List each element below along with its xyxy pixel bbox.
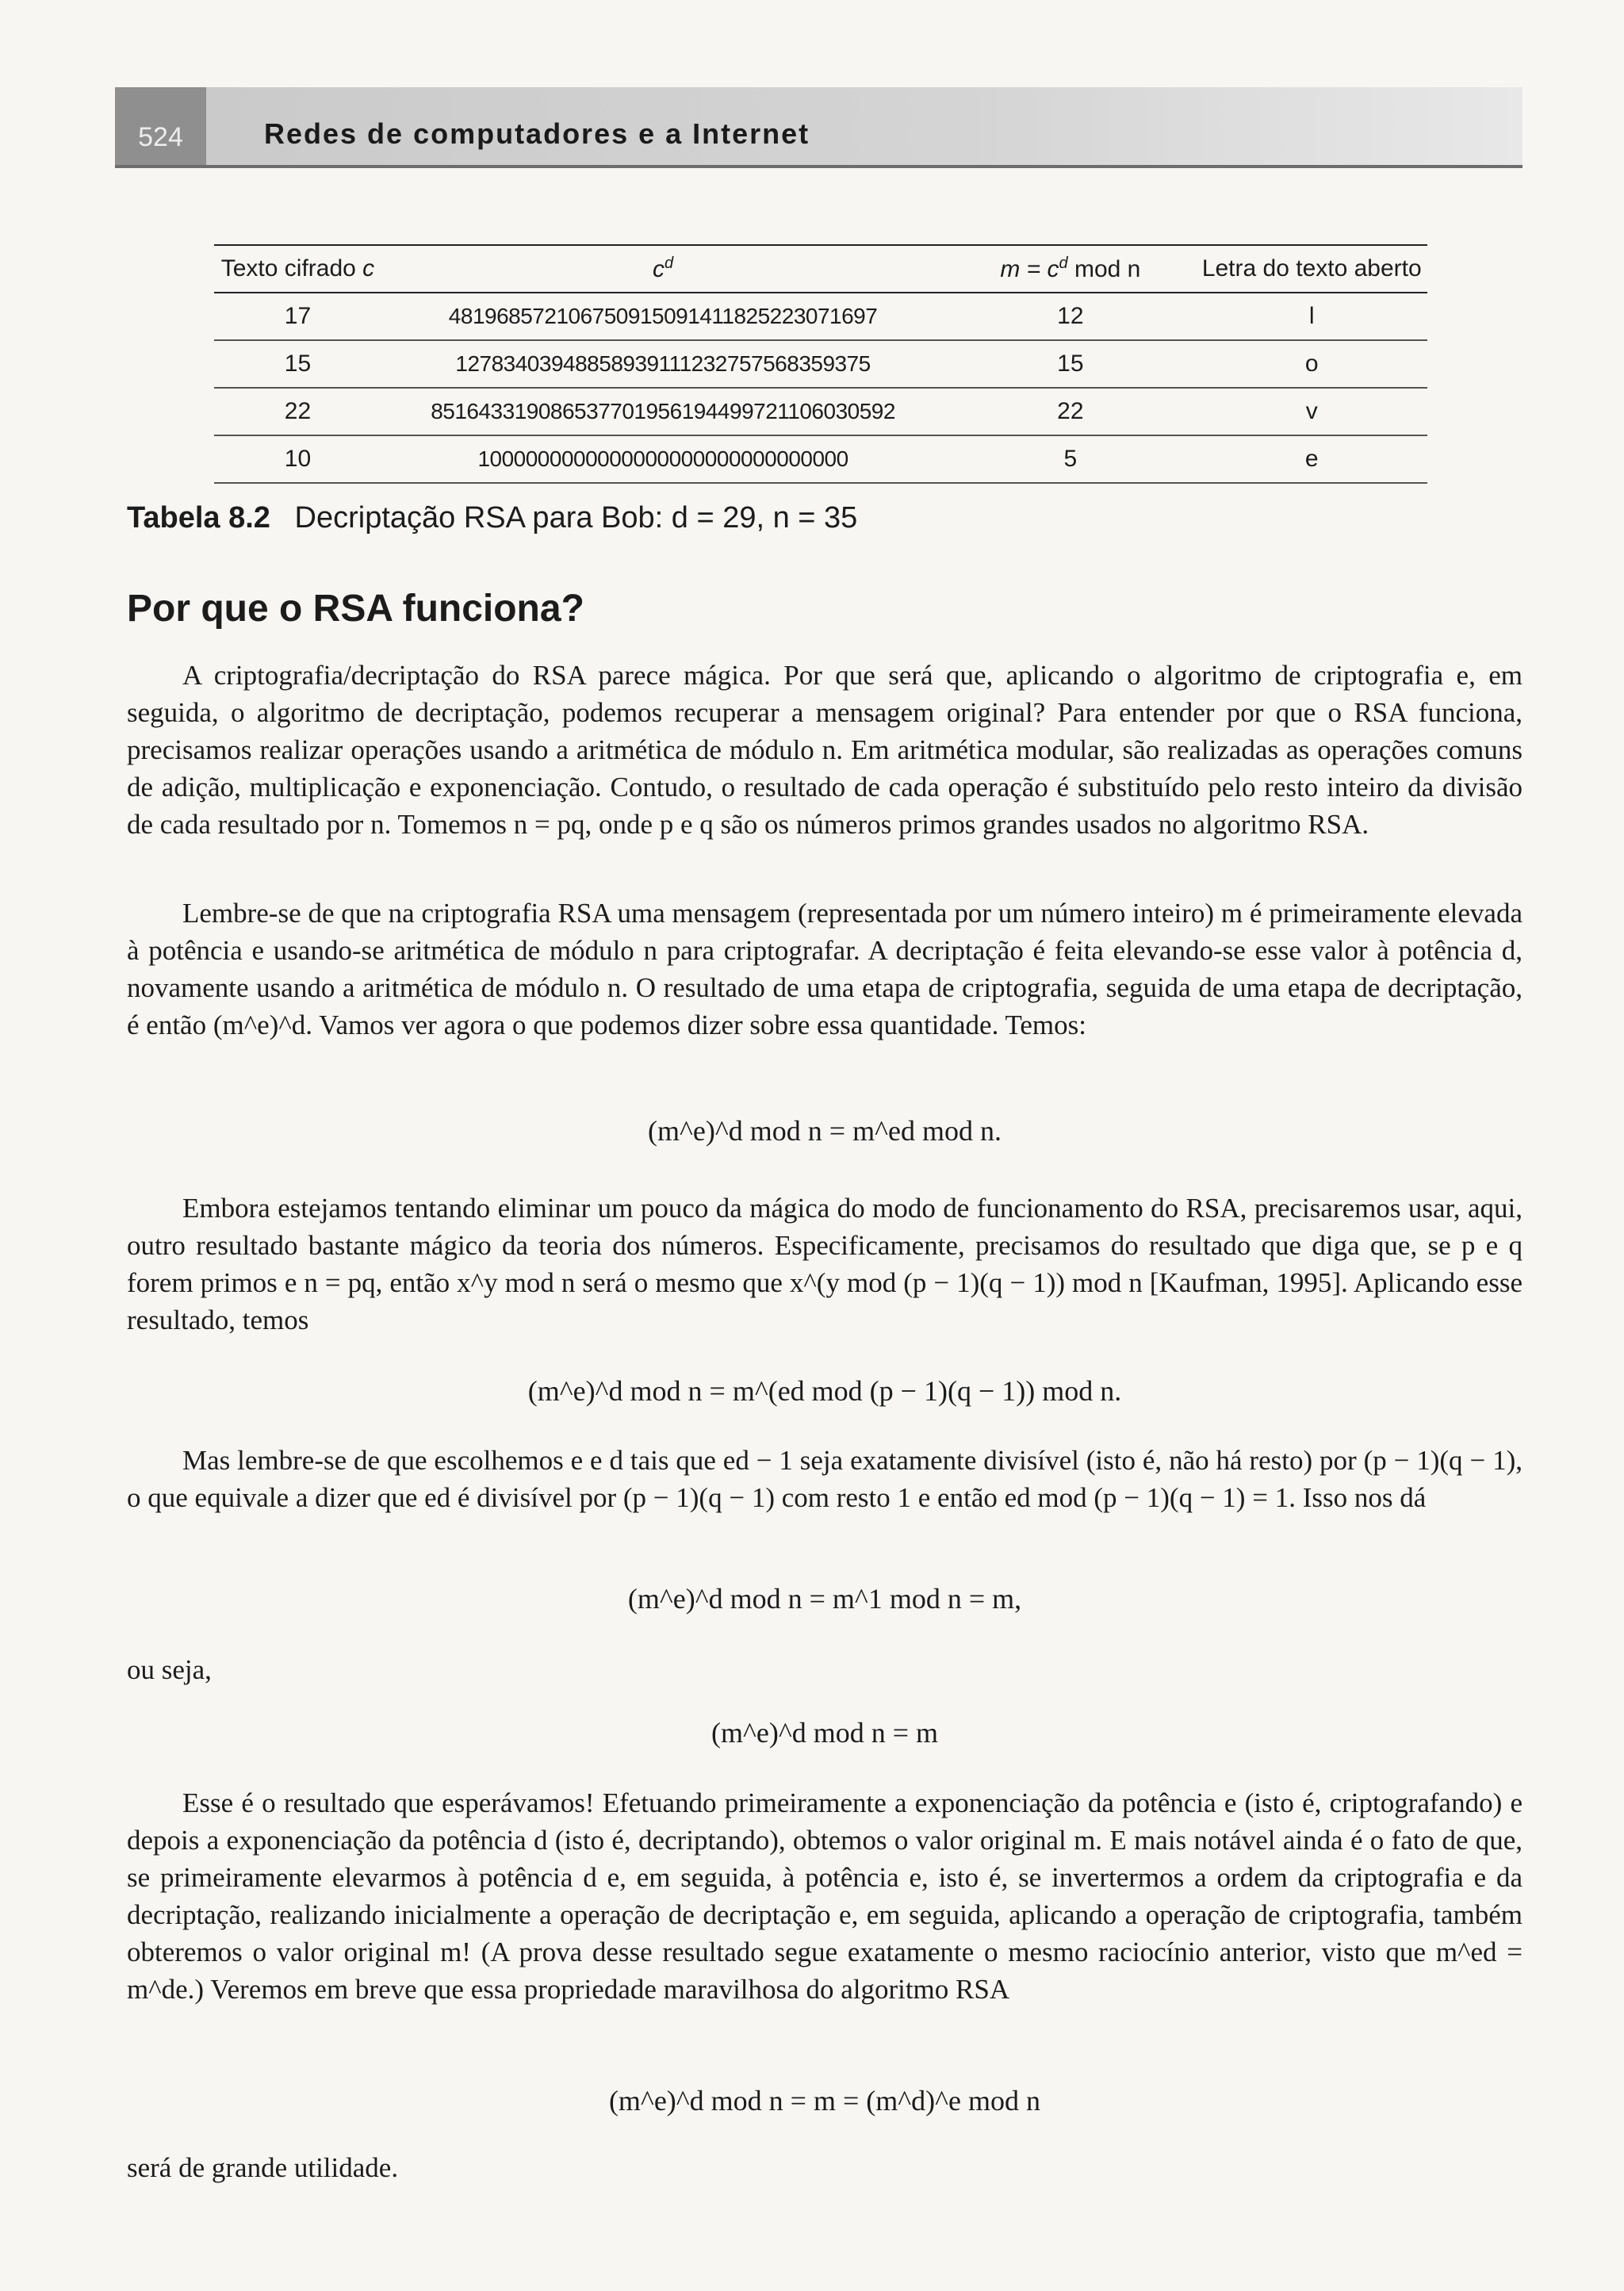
table-row [214,340,1427,388]
table-header-row [214,245,1427,293]
cell-letter: e [1196,435,1427,483]
equation-5: (m^e)^d mod n = m = (m^d)^e mod n [608,2085,1041,2117]
table-row [214,388,1427,435]
paragraph-4: Mas lembre-se de que escolhemos e e d tais que ed − 1 seja exatamente divisível (isto é, não há resto) por (p − 1)(q − 1), o que equivale a dizer que ed é divisível por (p − 1)(q − 1) com resto 1 e então ed mod (p − 1)(q − 1) = 1. Isso nos dá [127,1445,1522,1513]
col-header-m: $m = c^d$ mod n [944,245,1196,293]
cell-m: 15 [944,340,1196,388]
cell-letter: o [1196,340,1427,388]
col-header-cd: $c^d$ [381,245,944,293]
cell-letter: v [1196,388,1427,435]
paragraph-7: será de grande utilidade. [127,2152,399,2183]
running-title: Redes de computadores e a Internet [264,117,810,150]
table-row [214,435,1427,483]
equation-3: (m^e)^d mod n = m^1 mod n = m, [627,1583,1022,1615]
rsa-decryption-table [214,244,1427,484]
cell-m: 22 [944,388,1196,435]
equation-4: (m^e)^d mod n = m [710,1717,939,1749]
table-row [214,293,1427,340]
caption-text: Decriptação RSA para Bob: d = 29, n = 35 [294,501,858,534]
paragraph-1: A criptografia/decriptação do RSA parece mágica. Por que será que, aplicando o algoritmo de criptografia e, em seguida, o algoritmo de decriptação, podemos recuperar a mensagem original? Para entender por que o RSA funciona, precisamos realizar operações usando a aritmética de módulo n. Em aritmética modular, são realizadas as operações comuns de adição, multiplicação e exponenciação. Contudo, o resultado de cada operação é substituído pelo resto inteiro da divisão de cada resultado por n. Tomemos n = pq, onde p e q são os números primos grandes usados no algoritmo RSA. [127,660,1522,840]
paragraph-5: ou seja, [127,1654,212,1685]
section-title: Por que o RSA funciona? [127,588,584,630]
cell-letter: l [1196,293,1427,340]
col-header-ciphertext: Texto cifrado c [214,245,381,293]
paragraph-6: Esse é o resultado que esperávamos! Efetuando primeiramente a exponenciação da potência e (isto é, criptografando) e depois a exponenciação da potência d (isto é, decriptando), obtemos o valor original m. E mais notável ainda é o fato de que, se primeiramente elevarmos à potência d e, em seguida, à potência e, isto é, se invertermos a ordem da criptografia e da decriptação, realizando inicialmente a operação de decriptação e, em seguida, aplicando a operação de criptografia, também obteremos o valor original m! (A prova desse resultado segue exatamente o mesmo raciocínio anterior, visto que m^ed = m^de.) Veremos em breve que essa propriedade maravilhosa do algoritmo RSA [127,1787,1522,2005]
equation-1: (m^e)^d mod n = m^ed mod n. [648,1115,1002,1147]
paragraph-2: Lembre-se de que na criptografia RSA uma mensagem (representada por um número inteiro) m é primeiramente elevada à potência e usando-se aritmética de módulo n para criptografar. A decriptação é feita elevando-se esse valor à potência d, novamente usando a aritmética de módulo n. O resultado de uma etapa de criptografia, seguida de uma etapa de decriptação, é então (m^e)^d. Vamos ver agora o que podemos dizer sobre essa quantidade. Temos: [127,898,1522,1040]
table-caption [127,501,857,535]
cell-cd: 851643319086537701956194499721106030592 [381,388,944,435]
cell-m: 5 [944,435,1196,483]
cell-cd: 12783403948858939111232757568359375 [381,340,944,388]
cell-c: 10 [214,435,381,483]
cell-cd: 481968572106750915091411825223071697 [381,293,944,340]
caption-label: Tabela 8.2 [127,501,270,534]
cell-c: 22 [214,388,381,435]
cell-m: 12 [944,293,1196,340]
cell-c: 17 [214,293,381,340]
running-header [115,87,1522,168]
equation-2: (m^e)^d mod n = m^(ed mod (p − 1)(q − 1)) mod n. [527,1375,1122,1407]
cell-c: 15 [214,340,381,388]
paragraph-3: Embora estejamos tentando eliminar um pouco da mágica do modo de funcionamento do RSA, precisaremos usar, aqui, outro resultado bastante mágico da teoria dos números. Especificamente, precisamos do resultado que diga que, se p e q forem primos e n = pq, então x^y mod n será o mesmo que x^(y mod (p − 1)(q − 1)) mod n [Kaufman, 1995]. Aplicando esse resultado, temos [127,1193,1522,1335]
col-header-letter: Letra do texto aberto [1196,245,1427,293]
cell-cd: 1000000000000000000000000000000 [381,435,944,483]
page-number: 524 [115,87,206,165]
